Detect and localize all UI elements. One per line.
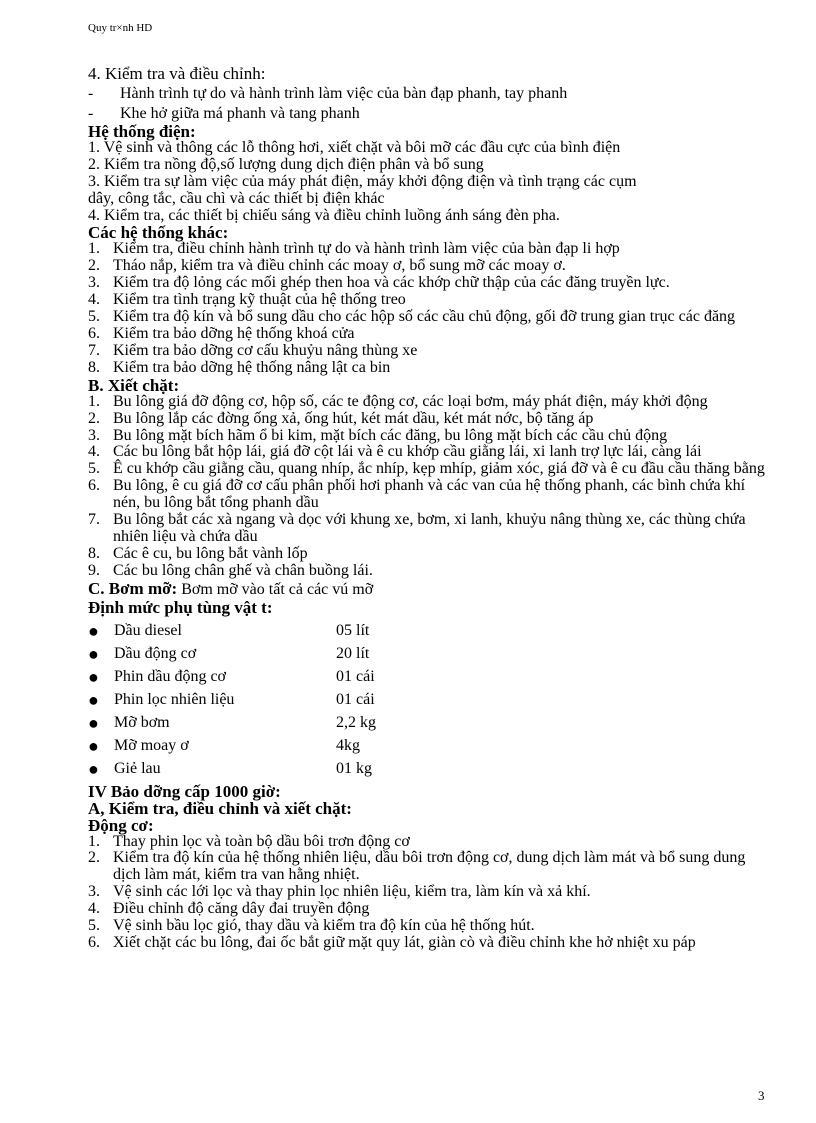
paragraph-line: 4. Kiểm tra, các thiết bị chiếu sáng và điều chỉnh luồng ánh sáng đèn pha. <box>88 206 560 224</box>
list-item: 5. Vệ sinh bầu lọc gió, thay dầu và kiểm tra độ kín của hệ thống hút. <box>88 917 535 935</box>
list-item: 1. Bu lông giá đỡ động cơ, hộp số, các te động cơ, các loại bơm, máy phát điện, máy khởi động <box>88 392 708 410</box>
table-row: ● Phin lọc nhiên liệu 01 cái <box>88 689 375 710</box>
list-item: 7. Kiểm tra bảo dỡng cơ cấu khuỷu nâng thùng xe <box>88 341 418 359</box>
subheading-engine: Động cơ: <box>88 815 154 835</box>
list-item: 4. Kiểm tra tình trạng kỹ thuật của hệ thống treo <box>88 291 406 309</box>
list-item: 3. Kiểm tra độ lỏng các mối ghép then hoa và các khớp chữ thập của các đăng truyền lực. <box>88 274 670 292</box>
list-item: 9. Các bu lông chân ghế và chân buồng lái. <box>88 561 373 579</box>
grease-line <box>88 580 768 599</box>
list-item: 6. Xiết chặt các bu lông, đai ốc bắt giữ mặt quy lát, giàn cò và điều chỉnh khe hở nhiệt xu páp <box>88 934 696 951</box>
table-row: ● Dầu diesel 05 lít <box>88 620 370 641</box>
list-item: 6. Bu lông, ê cu giá đỡ cơ cấu phân phối hơi phanh và các van của hệ thống phanh, các bình chứa khí nén, bu lông bắt tổng phanh dầu <box>88 477 746 512</box>
list-item: 4. Điều chỉnh độ căng dây đai truyền động <box>88 900 370 918</box>
table-row: ● Mỡ bơm 2,2 kg <box>88 712 376 733</box>
list-item: 2. Kiểm tra độ kín của hệ thống nhiên liệu, dầu bôi trơn động cơ, dung dịch làm mát và bổ sung dung dịch làm mát, kiểm tra van hằng nhiệt. <box>88 849 746 884</box>
list-item: 8. Kiểm tra bảo dỡng hệ thống nâng lật ca bin <box>88 358 391 376</box>
bullet-icon: ● <box>88 712 99 733</box>
materials-table <box>88 620 376 781</box>
list-item: 1. Thay phin lọc và toàn bộ dầu bôi trơn động cơ <box>88 832 410 850</box>
list-item: 1. Kiểm tra, điều chỉnh hành trình tự do và hành trình làm việc của bàn đạp li hợp <box>88 240 620 258</box>
section-heading-materials: Định mức phụ tùng vật t: <box>88 597 273 617</box>
list-item: - Hành trình tự do và hành trình làm việc của bàn đạp phanh, tay phanh <box>88 84 568 102</box>
section-heading-level4: IV Bảo dỡng cấp 1000 giờ: <box>88 781 281 801</box>
section-heading-electric: Hệ thống điện: <box>88 121 196 141</box>
list-item: 3. Vệ sinh các lới lọc và thay phin lọc nhiên liệu, kiểm tra, làm kín và xả khí. <box>88 883 591 901</box>
table-row: ● Giẻ lau 01 kg <box>88 758 372 779</box>
list-item: 8. Các ê cu, bu lông bắt vành lốp <box>88 544 308 562</box>
bullet-icon: ● <box>88 643 99 664</box>
bullet-icon: ● <box>88 620 99 641</box>
running-header: Quy tr×nh HD <box>88 22 153 34</box>
table-row: ● Dầu động cơ 20 lít <box>88 643 370 664</box>
subheading-check-adjust: A, Kiểm tra, điều chỉnh và xiết chặt: <box>88 798 352 818</box>
paragraph-line: 2. Kiểm tra nồng độ,số lượng dung dịch điện phân và bổ sung <box>88 155 484 173</box>
list-item: 5. Ê cu khớp cầu giằng cầu, quang nhíp, ắc nhíp, kẹp mhíp, giảm xóc, giá đỡ và ê cu đầu cầu thăng bằng <box>88 460 765 478</box>
paragraph-line: dây, công tắc, cầu chì và các thiết bị điện khác <box>88 189 385 207</box>
bullet-icon: ● <box>88 758 99 779</box>
list-item: 4. Các bu lông bắt hộp lái, giá đỡ cột lái và ê cu khớp cầu giằng lái, xi lanh trợ lực lái, càng lái <box>88 443 702 461</box>
list-item: 2. Tháo nắp, kiểm tra và điều chỉnh các moay ơ, bổ sung mỡ các moay ơ. <box>88 257 566 275</box>
list-item: 2. Bu lông lắp các đờng ống xả, ống hút, két mát dầu, két mát nớc, bộ tăng áp <box>88 409 594 427</box>
list-item: - Khe hở giữa má phanh và tang phanh <box>88 104 360 122</box>
list-item: 6. Kiểm tra bảo dỡng hệ thống khoá cửa <box>88 324 355 342</box>
paragraph-line: 3. Kiểm tra sự làm việc của máy phát điện, máy khởi động điện và tình trạng các cụm <box>88 172 637 190</box>
paragraph-line: 1. Vệ sinh và thông các lỗ thông hơi, xiết chặt và bôi mỡ các đầu cực của bình điện <box>88 138 621 156</box>
dash-bullet: - <box>88 104 94 122</box>
dash-bullet: - <box>88 84 94 102</box>
bullet-icon: ● <box>88 666 99 687</box>
section-heading-tighten: B. Xiết chặt: <box>88 375 180 395</box>
grease-text: Bơm mỡ vào tất cả các vú mỡ <box>181 580 374 598</box>
table-row: ● Mỡ moay ơ 4kg <box>88 735 360 756</box>
page-number: 3 <box>758 1088 765 1103</box>
section-heading-other-systems: Các hệ thống khác: <box>88 223 229 243</box>
list-item: 5. Kiểm tra độ kín và bổ sung dầu cho các hộp số các cầu chủ động, gối đỡ trung gian trục các đăng <box>88 308 736 326</box>
bullet-icon: ● <box>88 735 99 756</box>
document-body <box>88 66 768 952</box>
brake-check-title: 4. Kiểm tra và điều chỉnh: <box>88 64 266 83</box>
grease-label: C. Bơm mỡ: <box>88 578 178 598</box>
bullet-icon: ● <box>88 689 99 710</box>
list-item: 3. Bu lông mặt bích hãm ổ bi kim, mặt bích các đăng, bu lông mặt bích các cầu chủ động <box>88 426 668 444</box>
table-row: ● Phin dầu động cơ 01 cái <box>88 666 375 687</box>
list-item: 7. Bu lông bắt các xà ngang và dọc với khung xe, bơm, xi lanh, khuỷu nâng thùng xe, các thùng chứa nhiên liệu và chứa dầu <box>88 511 746 545</box>
